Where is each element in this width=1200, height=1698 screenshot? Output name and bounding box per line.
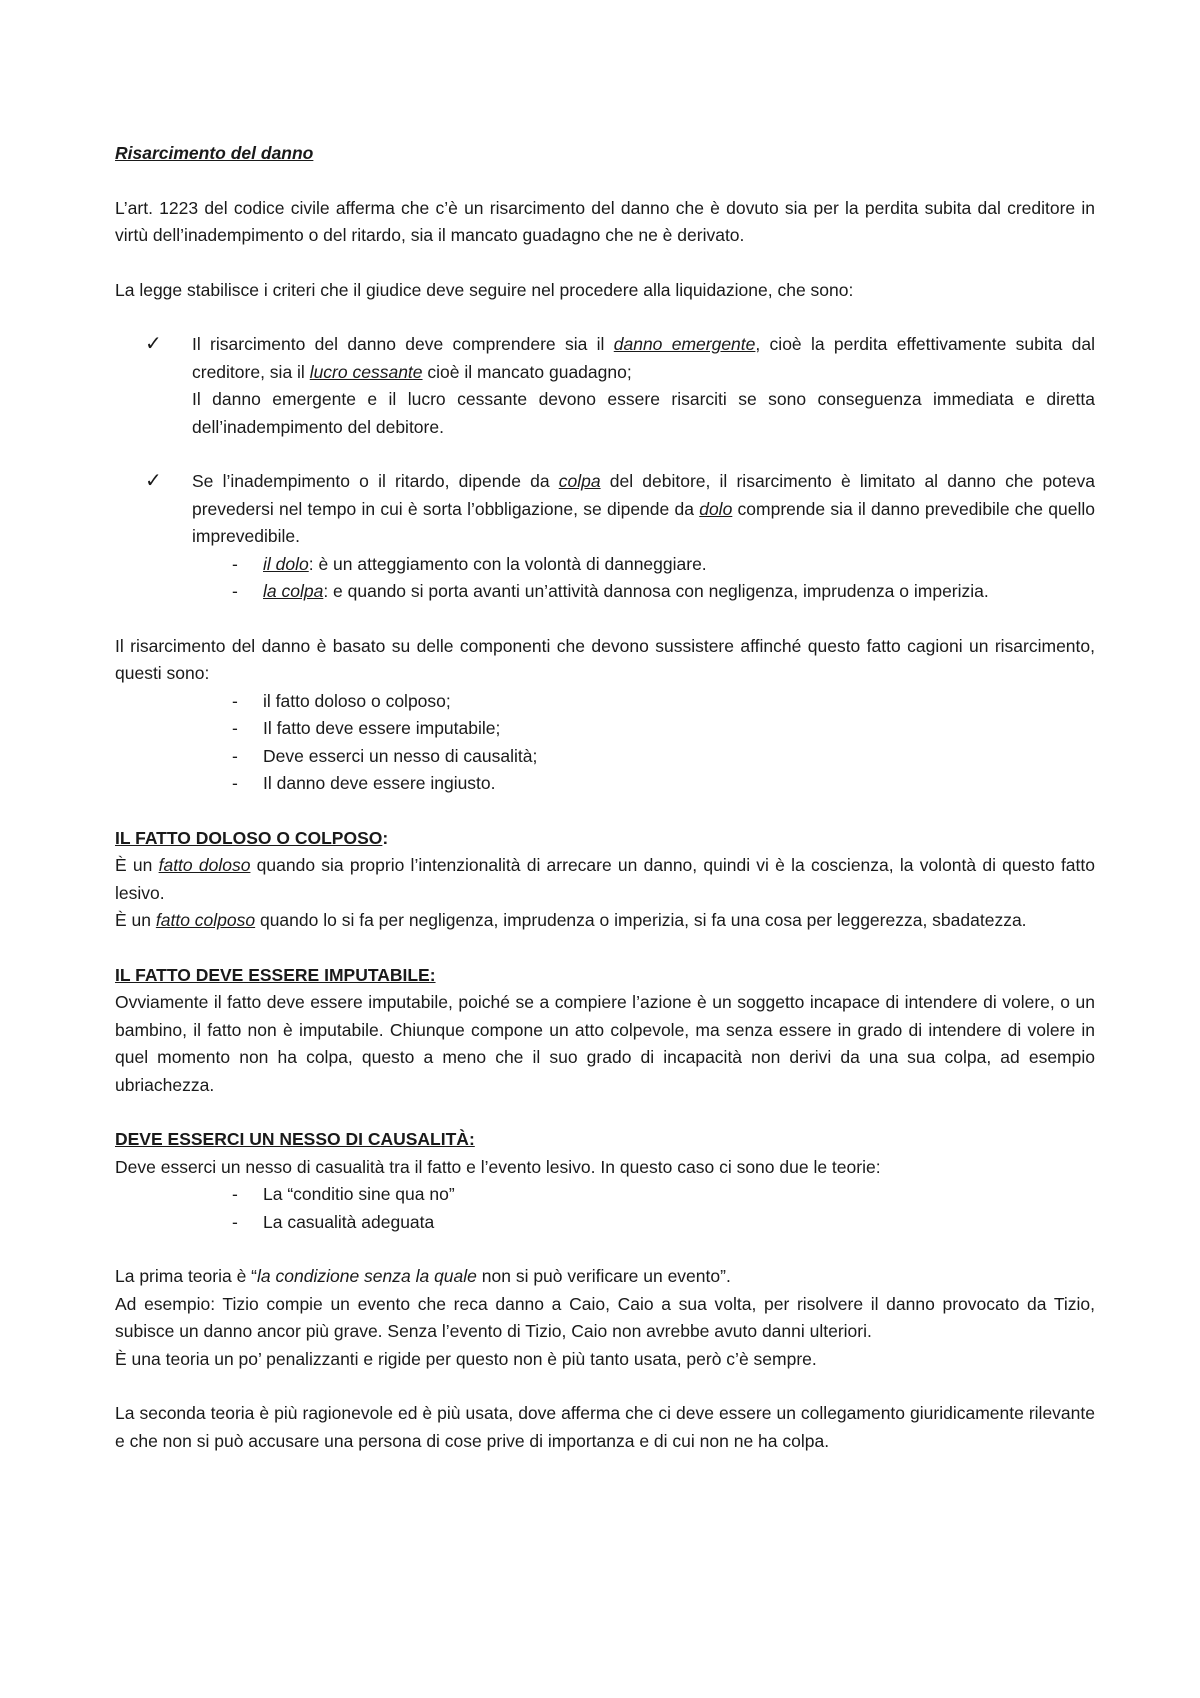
criteria-intro: La legge stabilisce i criteri che il giudice deve seguire nel procedere alla liquidazione, che sono: [115, 279, 854, 300]
criterion-1-line2: Il danno emergente e il lucro cessante devono essere risarciti se sono conseguenza immediata e diretta dell’inadempimento del debitore. [192, 389, 1095, 437]
list-item: - la colpa: e quando si porta avanti un’attività dannosa con negligenza, imprudenza o imperizia. [115, 578, 1095, 606]
criterion-1: ✓ Il risarcimento del danno deve comprendere sia il danno emergente, cioè la perdita effettivamente subita dal creditore, sia il lucro cessante cioè il mancato guadagno; Il danno emergente e il lucro cessante devono essere risarciti se sono conseguenza immediata e diretta dell’inadempimento del debitore. [115, 331, 1095, 441]
term-lucro-cessante: lucro cessante [309, 361, 423, 382]
checkmark-icon: ✓ [145, 333, 162, 355]
intro-paragraph: L’art. 1223 del codice civile afferma che c’è un risarcimento del danno che è dovuto sia per la perdita subita dal creditore in virtù dell’inadempimento o del ritardo, sia il mancato guadagno che ne è derivato. [115, 197, 1095, 245]
dolo-colpa-definitions [115, 551, 1095, 606]
fatto-doloso-paragraph: È un fatto doloso quando sia proprio l’intenzionalità di arrecare un danno, quindi vi è la coscienza, la volontà di questo fatto lesivo. [115, 855, 1096, 903]
list-item: - il fatto doloso o colposo; [115, 688, 1095, 716]
imputabile-paragraph: Ovviamente il fatto deve essere imputabile, poiché se a compiere l’azione è un soggetto incapace di intendere di volere, o un bambino, il fatto non è imputabile. Chiunque compone un atto colpevole, ma senza essere in grado di intendere di volere in quel momento non ha colpa, questo a meno che il suo grado di incapacità non derivi da una sua colpa, ad esempio ubriachezza. [115, 992, 1095, 1095]
document-title: Risarcimento del danno [115, 143, 314, 163]
section-heading-nesso: DEVE ESSERCI UN NESSO DI CAUSALITÀ: [115, 1129, 475, 1149]
second-theory: La seconda teoria è più ragionevole ed è più usata, dove afferma che ci deve essere un collegamento giuridicamente rilevante e che non si può accusare una persona di cose prive di importanza e di cui non ne ha colpa. [115, 1403, 1095, 1451]
list-item: - il dolo: è un atteggiamento con la volontà di danneggiare. [115, 551, 1095, 579]
criterion-2: ✓ Se l’inadempimento o il ritardo, dipende da colpa del debitore, il risarcimento è limitato al danno che poteva prevedersi nel tempo in cui è sorta l’obbligazione, se dipende da dolo comprende sia il danno prevedibile che quello imprevedibile. [145, 470, 1095, 546]
term-danno-emergente: danno emergente [613, 334, 756, 354]
checkmark-icon: ✓ [145, 470, 162, 492]
section-heading-imputabile: IL FATTO DEVE ESSERE IMPUTABILE: [115, 964, 436, 985]
section-heading-fatto-doloso: IL FATTO DOLOSO O COLPOSO: [115, 827, 389, 848]
first-theory: La prima teoria è “la condizione senza la quale non si può verificare un evento”. [115, 1266, 731, 1286]
first-theory-note: È una teoria un po’ penalizzanti e rigide per questo non è più tanto usata, però c’è sempre. [115, 1348, 817, 1369]
components-intro: Il risarcimento del danno è basato su delle componenti che devono sussistere affinché questo fatto cagioni un risarcimento, questi sono: [115, 635, 1095, 683]
list-item: - Il fatto deve essere imputabile; [115, 715, 1095, 743]
list-item: - La casualità adeguata [115, 1209, 1095, 1237]
theories-list [115, 1181, 1095, 1236]
fatto-colposo-paragraph: È un fatto colposo quando lo si fa per negligenza, imprudenza o imperizia, si fa una cosa per leggerezza, sbadatezza. [115, 910, 1027, 930]
nesso-intro: Deve esserci un nesso di casualità tra il fatto e l’evento lesivo. In questo caso ci sono due le teorie: [115, 1156, 881, 1177]
list-item: - Deve esserci un nesso di causalità; [115, 743, 1095, 771]
components-list [115, 688, 1095, 798]
list-item: - La “conditio sine qua no” [115, 1181, 1095, 1209]
term-colpa: colpa [558, 471, 601, 491]
list-item: - Il danno deve essere ingiusto. [115, 770, 1095, 798]
example-paragraph: Ad esempio: Tizio compie un evento che reca danno a Caio, Caio a sua volta, per risolvere il danno provocato da Tizio, subisce un danno ancor più grave. Senza l’evento di Tizio, Caio non avrebbe avuto danni ulteriori. [115, 1293, 1095, 1341]
document-page [115, 140, 1095, 1455]
term-dolo: dolo [699, 498, 733, 519]
